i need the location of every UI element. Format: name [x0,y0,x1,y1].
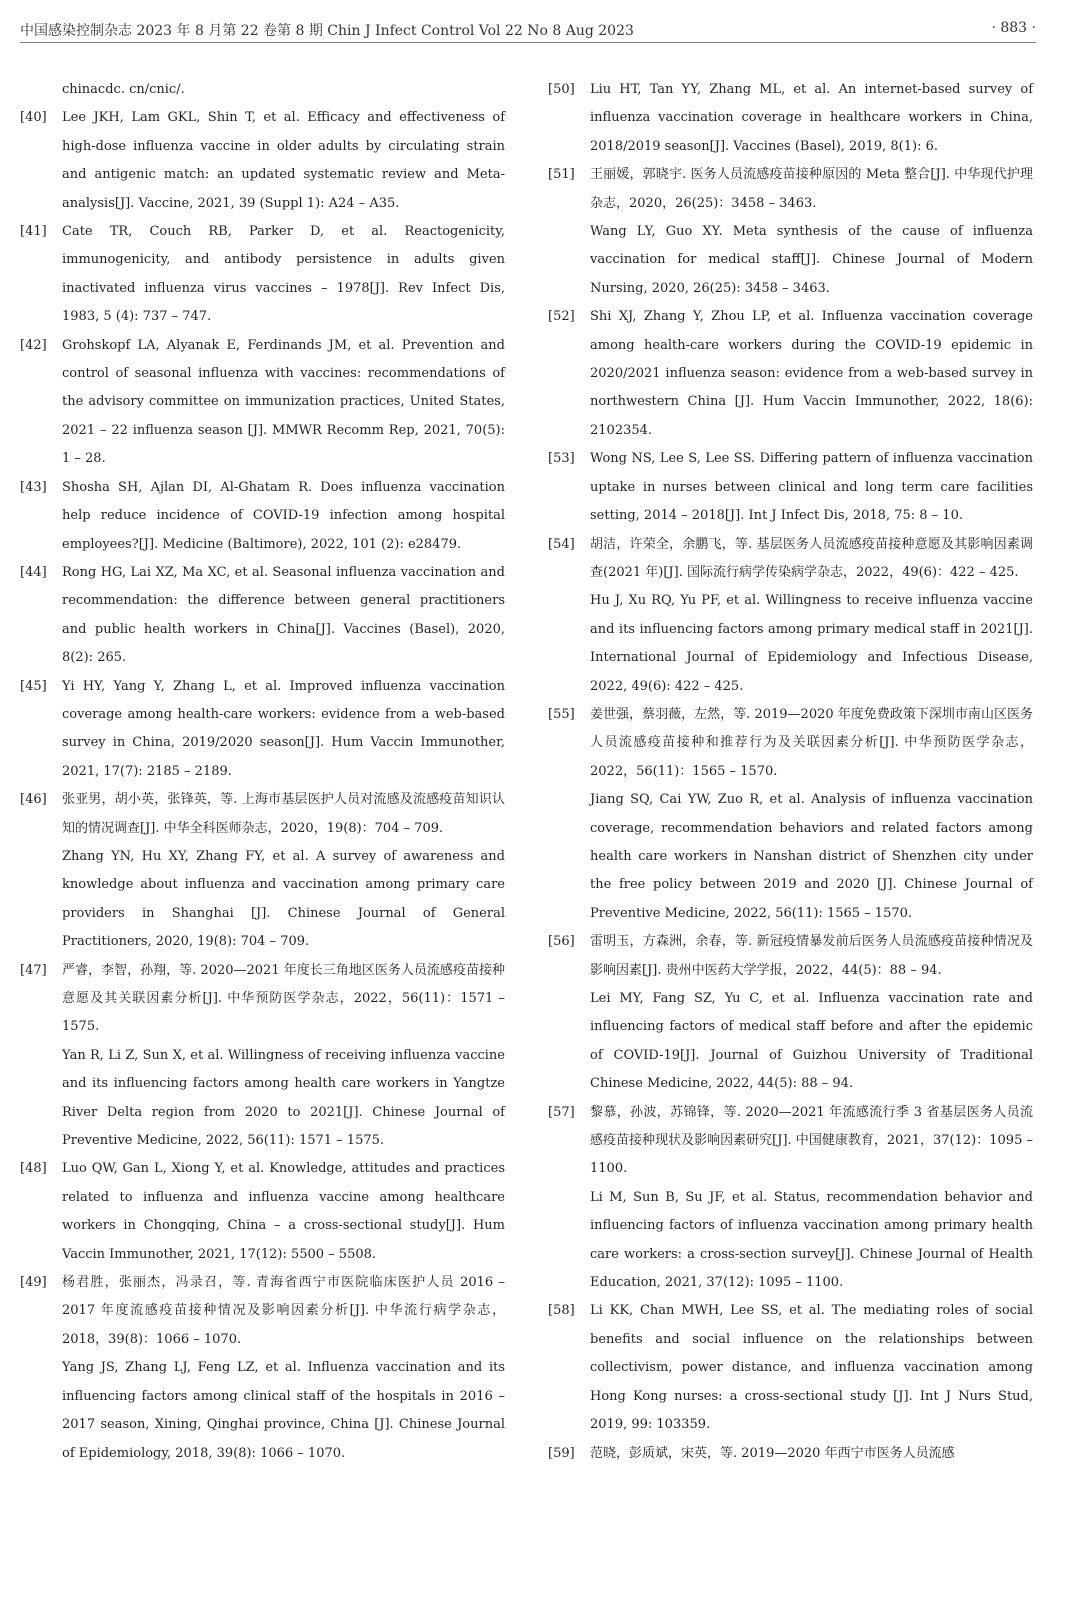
reference-text: 胡洁，许荣全，余鹏飞，等. 基层医务人员流感疫苗接种意愿及其影响因素调查(2021 年)[J]. 国际流行病学传染病学杂志，2022，49(6)：422 – 425. [590,536,1033,580]
reference-entry [20,474,505,559]
reference-entry [20,332,505,474]
reference-entry [20,1269,505,1468]
reference-number: [54] [548,536,575,552]
reference-number: [41] [20,224,47,240]
reference-number: [59] [548,1445,575,1461]
reference-entry [548,303,1033,445]
page-number: · 883 · [991,20,1036,36]
left-column [20,76,505,1468]
reference-entry [20,1155,505,1269]
reference-text: 张亚男，胡小英，张锋英，等. 上海市基层医护人员对流感及流感疫苗知识认知的情况调查[J]. 中华全科医师杂志，2020，19(8)：704 – 709. [62,792,505,836]
reference-number: [45] [20,678,47,694]
reference-english-translation: Yan R, Li Z, Sun X, et al. Willingness of receiving influenza vaccine and its influencing factors among health care workers in Yangtze River Delta region from 2020 to 2021[J]. Chinese Journal of Preventive Medicine, 2022, 56(11): 1571 – 1575. [62,1047,505,1149]
running-header [20,20,1036,43]
reference-continuation: chinacdc. cn/cnic/. [62,82,185,97]
reference-number: [53] [548,451,575,467]
reference-list-right [548,76,1033,1468]
reference-number: [55] [548,706,575,722]
reference-text: Shosha SH, Ajlan DI, Al-Ghatam R. Does influenza vaccination help reduce incidence of COVID-19 infection among hospital employees?[J]. Medicine (Baltimore), 2022, 101 (2): e28479. [62,479,505,552]
reference-entry [20,559,505,673]
reference-entry [548,531,1033,701]
reference-text: 严睿，李智，孙翔，等. 2020—2021 年度长三角地区医务人员流感疫苗接种意愿及其关联因素分析[J]. 中华预防医学杂志，2022，56(11)：1571 – 1575. [62,962,505,1035]
reference-entry [548,1297,1033,1439]
reference-entry [548,928,1033,1098]
reference-entry [548,1440,1033,1468]
reference-entry [548,701,1033,928]
reference-text: 王丽媛，郭晓宇. 医务人员流感疫苗接种原因的 Meta 整合[J]. 中华现代护理杂志，2020，26(25)：3458 – 3463. [590,167,1033,211]
reference-entry [20,104,505,218]
reference-entry [20,786,505,956]
reference-english-translation: Lei MY, Fang SZ, Yu C, et al. Influenza vaccination rate and influencing factors of medical staff before and after the epidemic of COVID-19[J]. Journal of Guizhou University of Traditional Chinese Medicine, 2022, 44(5): 88 – 94. [590,991,1033,1092]
reference-number: [58] [548,1303,575,1319]
reference-english-translation: Jiang SQ, Cai YW, Zuo R, et al. Analysis of influenza vaccination coverage, recommendation behaviors and related factors among health care workers in Nanshan district of Shenzhen city under the free policy between 2019 and 2020 [J]. Chinese Journal of Preventive Medicine, 2022, 56(11): 1565 – 1570. [590,792,1033,921]
reference-number: [49] [20,1275,47,1291]
reference-number: [57] [548,1104,575,1120]
reference-number: [43] [20,479,47,495]
reference-english-translation: Hu J, Xu RQ, Yu PF, et al. Willingness to receive influenza vaccine and its influencing factors among primary medical staff in 2021[J]. International Journal of Epidemiology and Infectious Disease, 2022, 49(6): 422 – 425. [590,593,1033,694]
right-column [548,76,1033,1468]
reference-text: Luo QW, Gan L, Xiong Y, et al. Knowledge, attitudes and practices related to influenza and influenza vaccine among healthcare workers in Chongqing, China – a cross-sectional study[J]. Hum Vaccin Immunother, 2021, 17(12): 5500 – 5508. [62,1161,505,1262]
reference-number: [48] [20,1161,47,1177]
reference-text: 杨君胜，张丽杰，冯录召，等. 青海省西宁市医院临床医护人员 2016 – 2017 年度流感疫苗接种情况及影响因素分析[J]. 中华流行病学杂志，2018，39(8)：1066 – 1070. [62,1275,505,1347]
reference-entry [548,161,1033,303]
reference-entry [20,957,505,1156]
reference-entry [548,1099,1033,1298]
reference-entry [548,76,1033,161]
reference-text: Wong NS, Lee S, Lee SS. Differing pattern of influenza vaccination uptake in nurses between clinical and long term care facilities setting, 2014 – 2018[J]. Int J Infect Dis, 2018, 75: 8 – 10. [590,451,1033,524]
reference-number: [56] [548,934,575,950]
reference-text: Li KK, Chan MWH, Lee SS, et al. The mediating roles of social benefits and social influence on the relationships between collectivism, power distance, and influenza vaccination among Hong Kong nurses: a cross-sectional study [J]. Int J Nurs Stud, 2019, 99: 103359. [590,1303,1033,1433]
reference-number: [46] [20,792,47,808]
reference-text: Lee JKH, Lam GKL, Shin T, et al. Efficacy and effectiveness of high-dose influenza vaccine in older adults by circulating strain and antigenic match: an updated systematic review and Meta-analysis[J]. Vaccine, 2021, 39 (Suppl 1): A24 – A35. [62,110,505,211]
reference-text: Cate TR, Couch RB, Parker D, et al. Reactogenicity, immunogenicity, and antibody persistence in adults given inactivated influenza virus vaccines – 1978[J]. Rev Infect Dis, 1983, 5 (4): 737 – 747. [62,224,505,325]
reference-number: [52] [548,309,575,325]
reference-english-translation: Yang JS, Zhang LJ, Feng LZ, et al. Influenza vaccination and its influencing factors among clinical staff of the hospitals in 2016 – 2017 season, Xining, Qinghai province, China [J]. Chinese Journal of Epidemiology, 2018, 39(8): 1066 – 1070. [62,1360,505,1461]
reference-number: [50] [548,82,575,97]
reference-text: 雷明玉，方森洲，余春，等. 新冠疫情暴发前后医务人员流感疫苗接种情况及影响因素[J]. 贵州中医药大学学报，2022，44(5)：88 – 94. [590,934,1033,978]
reference-english-translation: Zhang YN, Hu XY, Zhang FY, et al. A survey of awareness and knowledge about influenza and vaccination among primary care providers in Shanghai [J]. Chinese Journal of General Practitioners, 2020, 19(8): 704 – 709. [62,848,505,950]
reference-number: [40] [20,110,47,126]
reference-number: [51] [548,167,575,183]
reference-entry [548,445,1033,530]
reference-entry [20,218,505,332]
reference-number: [47] [20,962,47,978]
reference-number: [44] [20,564,47,580]
reference-english-translation: Li M, Sun B, Su JF, et al. Status, recommendation behavior and influencing factors of influenza vaccination among primary health care workers: a cross-section survey[J]. Chinese Journal of Health Education, 2021, 37(12): 1095 – 1100. [590,1189,1033,1291]
reference-text: 范晓，彭质斌，宋英，等. 2019—2020 年西宁市医务人员流感 [590,1445,955,1461]
journal-info: 中国感染控制杂志 2023 年 8 月第 22 卷第 8 期 Chin J Infect Control Vol 22 No 8 Aug 2023 [20,23,634,39]
reference-text: Yi HY, Yang Y, Zhang L, et al. Improved influenza vaccination coverage among health-care workers: evidence from a web-based survey in China, 2019/2020 season[J]. Hum Vaccin Immunother, 2021, 17(7): 2185 – 2189. [62,678,505,779]
reference-text: Liu HT, Tan YY, Zhang ML, et al. An internet-based survey of influenza vaccination coverage in healthcare workers in China, 2018/2019 season[J]. Vaccines (Basel), 2019, 8(1): 6. [590,82,1033,154]
reference-list-left [20,104,505,1468]
reference-number: [42] [20,337,47,353]
reference-text: 黎慕，孙波，苏锦锋，等. 2020—2021 年流感流行季 3 省基层医务人员流感疫苗接种现状及影响因素研究[J]. 中国健康教育，2021，37(12)：1095 – 1100. [590,1104,1033,1177]
reference-english-translation: Wang LY, Guo XY. Meta synthesis of the cause of influenza vaccination for medical staff[J]. Chinese Journal of Modern Nursing, 2020, 26(25): 3458 – 3463. [590,224,1033,296]
reference-text: 姜世强，蔡羽薇，左然，等. 2019—2020 年度免费政策下深圳市南山区医务人员流感疫苗接种和推荐行为及关联因素分析[J]. 中华预防医学杂志，2022，56(11)：1565 – 1570. [590,706,1033,779]
reference-text: Grohskopf LA, Alyanak E, Ferdinands JM, et al. Prevention and control of seasonal influenza with vaccines: recommendations of the advisory committee on immunization practices, United States, 2021 – 22 influenza season [J]. MMWR Recomm Rep, 2021, 70(5): 1 – 28. [62,337,505,467]
reference-text: Shi XJ, Zhang Y, Zhou LP, et al. Influenza vaccination coverage among health-care workers during the COVID-19 epidemic in 2020/2021 influenza season: evidence from a web-based survey in northwestern China [J]. Hum Vaccin Immunother, 2022, 18(6): 2102354. [590,309,1033,438]
reference-entry [20,673,505,787]
reference-text: Rong HG, Lai XZ, Ma XC, et al. Seasonal influenza vaccination and recommendation: the difference between general practitioners and public health workers in China[J]. Vaccines (Basel), 2020, 8(2): 265. [62,564,505,666]
